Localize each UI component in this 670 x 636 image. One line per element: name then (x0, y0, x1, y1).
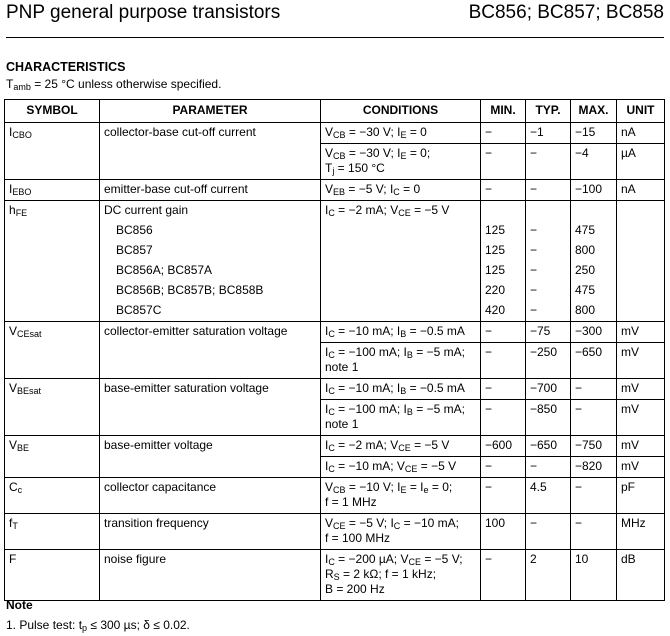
cell-unit: mV (617, 436, 665, 457)
cell-cond: $I_C = -10$ mA; $V_{CE} = -5$ V (321, 457, 481, 478)
cell-typ: − (526, 180, 571, 201)
cell-max: − (571, 478, 617, 514)
cell-max: 475 (571, 281, 617, 301)
cell-symbol: $I_{EBO}$ (5, 180, 100, 201)
table-row (5, 514, 665, 550)
note-title: Note (6, 598, 33, 612)
cell-min: − (481, 400, 526, 436)
cell-cond (321, 261, 481, 281)
cell-cond: $V_{EB} = -5$ V; $I_C = 0$ (321, 180, 481, 201)
cell-min: −600 (481, 436, 526, 457)
cell-max: − (571, 379, 617, 400)
note-text: 1. Pulse test: $t_p \le 300$ µs; δ ≤ 0.02. (6, 618, 190, 633)
cell-cond: $V_{CB} = -10$ V; $I_E = I_e = 0$; f = 1 MHz (321, 478, 481, 514)
cell-max: − (571, 514, 617, 550)
cell-max: −820 (571, 457, 617, 478)
cell-parameter-sub: BC857 (100, 241, 321, 261)
part-numbers: BC856; BC857; BC858 (468, 2, 664, 23)
cell-min: − (481, 144, 526, 180)
cell-unit: dB (617, 550, 665, 601)
cell-cond: $I_C = -2$ mA; $V_{CE} = -5$ V (321, 201, 481, 222)
table-row (5, 261, 665, 281)
cell-parameter: collector-emitter saturation voltage (100, 322, 321, 379)
cell-symbol: $V_{BEsat}$ (5, 379, 100, 436)
cell-symbol: $C_c$ (5, 478, 100, 514)
table-row (5, 123, 665, 144)
cell-unit (617, 241, 665, 261)
cell-cond: $I_C = -200$ µA; $V_{CE} = -5$ V; $R_S = 2$ kΩ; f = 1 kHz; B = 200 Hz (321, 550, 481, 601)
characteristics-table (4, 99, 665, 601)
cell-parameter: base-emitter voltage (100, 436, 321, 478)
table-row (5, 301, 665, 322)
cell-typ: − (526, 457, 571, 478)
cell-cond: $I_C = -100$ mA; $I_B = -5$ mA; note 1 (321, 400, 481, 436)
cell-max: 800 (571, 301, 617, 322)
cell-typ: −1 (526, 123, 571, 144)
cell-parameter-sub: BC856A; BC857A (100, 261, 321, 281)
cell-cond (321, 241, 481, 261)
cell-parameter: base-emitter saturation voltage (100, 379, 321, 436)
section-subtitle: $T_{amb} = 25$ °C unless otherwise specified. (6, 77, 222, 92)
cell-max: −4 (571, 144, 617, 180)
cell-unit: mV (617, 400, 665, 436)
cell-max (571, 201, 617, 222)
cell-unit (617, 281, 665, 301)
cell-symbol: $V_{CEsat}$ (5, 322, 100, 379)
table-row (5, 436, 665, 457)
cell-unit (617, 261, 665, 281)
cell-typ: −650 (526, 436, 571, 457)
cell-cond: $I_C = -10$ mA; $I_B = -0.5$ mA (321, 379, 481, 400)
cell-cond: $I_C = -100$ mA; $I_B = -5$ mA; note 1 (321, 343, 481, 379)
header-conditions: CONDITIONS (321, 100, 481, 123)
cell-typ: − (526, 261, 571, 281)
table-row (5, 201, 665, 222)
cell-typ: − (526, 514, 571, 550)
cell-unit: mV (617, 379, 665, 400)
cell-unit (617, 301, 665, 322)
cell-parameter-sub: BC857C (100, 301, 321, 322)
cell-typ: − (526, 241, 571, 261)
cell-unit: nA (617, 123, 665, 144)
cell-parameter: collector capacitance (100, 478, 321, 514)
cell-min: 100 (481, 514, 526, 550)
cell-max: −650 (571, 343, 617, 379)
cell-cond: $V_{CB} = -30$ V; $I_E = 0$; $T_j = 150$ °C (321, 144, 481, 180)
cell-parameter: noise figure (100, 550, 321, 601)
cell-max: −750 (571, 436, 617, 457)
table-row (5, 478, 665, 514)
cell-typ: −700 (526, 379, 571, 400)
table-row (5, 180, 665, 201)
cell-max: −15 (571, 123, 617, 144)
cell-parameter-sub: BC856B; BC857B; BC858B (100, 281, 321, 301)
cell-max: 475 (571, 221, 617, 241)
cell-unit (617, 201, 665, 222)
cell-cond: $V_{CB} = -30$ V; $I_E = 0$ (321, 123, 481, 144)
cell-parameter: collector-base cut-off current (100, 123, 321, 180)
cell-typ: − (526, 144, 571, 180)
table-header-row (5, 100, 665, 123)
cell-min (481, 201, 526, 222)
table-row (5, 379, 665, 400)
cell-max: 10 (571, 550, 617, 601)
cell-cond (321, 221, 481, 241)
cell-min: − (481, 379, 526, 400)
cell-parameter-sub: BC856 (100, 221, 321, 241)
cell-symbol: $f_T$ (5, 514, 100, 550)
cell-typ: 4.5 (526, 478, 571, 514)
cell-parameter: transition frequency (100, 514, 321, 550)
cell-symbol: $V_{BE}$ (5, 436, 100, 478)
cell-min: 125 (481, 241, 526, 261)
cell-cond: $I_C = -2$ mA; $V_{CE} = -5$ V (321, 436, 481, 457)
cell-min: − (481, 457, 526, 478)
cell-typ: −75 (526, 322, 571, 343)
cell-min: 125 (481, 261, 526, 281)
cell-unit: mV (617, 343, 665, 379)
cell-parameter: emitter-base cut-off current (100, 180, 321, 201)
cell-typ (526, 201, 571, 222)
document-title: PNP general purpose transistors (6, 2, 281, 23)
cell-min: − (481, 478, 526, 514)
cell-min: − (481, 180, 526, 201)
header-parameter: PARAMETER (100, 100, 321, 123)
cell-max: − (571, 400, 617, 436)
table-row (5, 221, 665, 241)
cell-parameter: DC current gain (100, 201, 321, 222)
cell-typ: 2 (526, 550, 571, 601)
cell-typ: − (526, 221, 571, 241)
cell-symbol: F (5, 550, 100, 601)
cell-unit: MHz (617, 514, 665, 550)
cell-unit: µA (617, 144, 665, 180)
cell-unit: nA (617, 180, 665, 201)
cell-unit: mV (617, 457, 665, 478)
header-unit: UNIT (617, 100, 665, 123)
table-row (5, 241, 665, 261)
cell-max: 800 (571, 241, 617, 261)
table-row (5, 550, 665, 601)
cell-min: − (481, 322, 526, 343)
cell-symbol: $h_{FE}$ (5, 201, 100, 322)
header-min: MIN. (481, 100, 526, 123)
cell-cond (321, 281, 481, 301)
cell-unit (617, 221, 665, 241)
cell-typ: − (526, 301, 571, 322)
table-row (5, 322, 665, 343)
cell-max: −300 (571, 322, 617, 343)
page-header (6, 2, 664, 38)
cell-min: 125 (481, 221, 526, 241)
cell-min: 420 (481, 301, 526, 322)
cell-cond (321, 301, 481, 322)
cell-unit: mV (617, 322, 665, 343)
cell-min: 220 (481, 281, 526, 301)
cell-max: −100 (571, 180, 617, 201)
cell-typ: − (526, 281, 571, 301)
header-symbol: SYMBOL (5, 100, 100, 123)
header-typ: TYP. (526, 100, 571, 123)
cell-cond: $I_C = -10$ mA; $I_B = -0.5$ mA (321, 322, 481, 343)
table-row (5, 281, 665, 301)
header-max: MAX. (571, 100, 617, 123)
cell-typ: −850 (526, 400, 571, 436)
cell-max: 250 (571, 261, 617, 281)
cell-min: − (481, 550, 526, 601)
cell-cond: $V_{CE} = -5$ V; $I_C = -10$ mA; f = 100 MHz (321, 514, 481, 550)
cell-symbol: $I_{CBO}$ (5, 123, 100, 180)
cell-min: − (481, 343, 526, 379)
cell-typ: −250 (526, 343, 571, 379)
cell-min: − (481, 123, 526, 144)
cell-unit: pF (617, 478, 665, 514)
section-title: CHARACTERISTICS (6, 60, 126, 74)
